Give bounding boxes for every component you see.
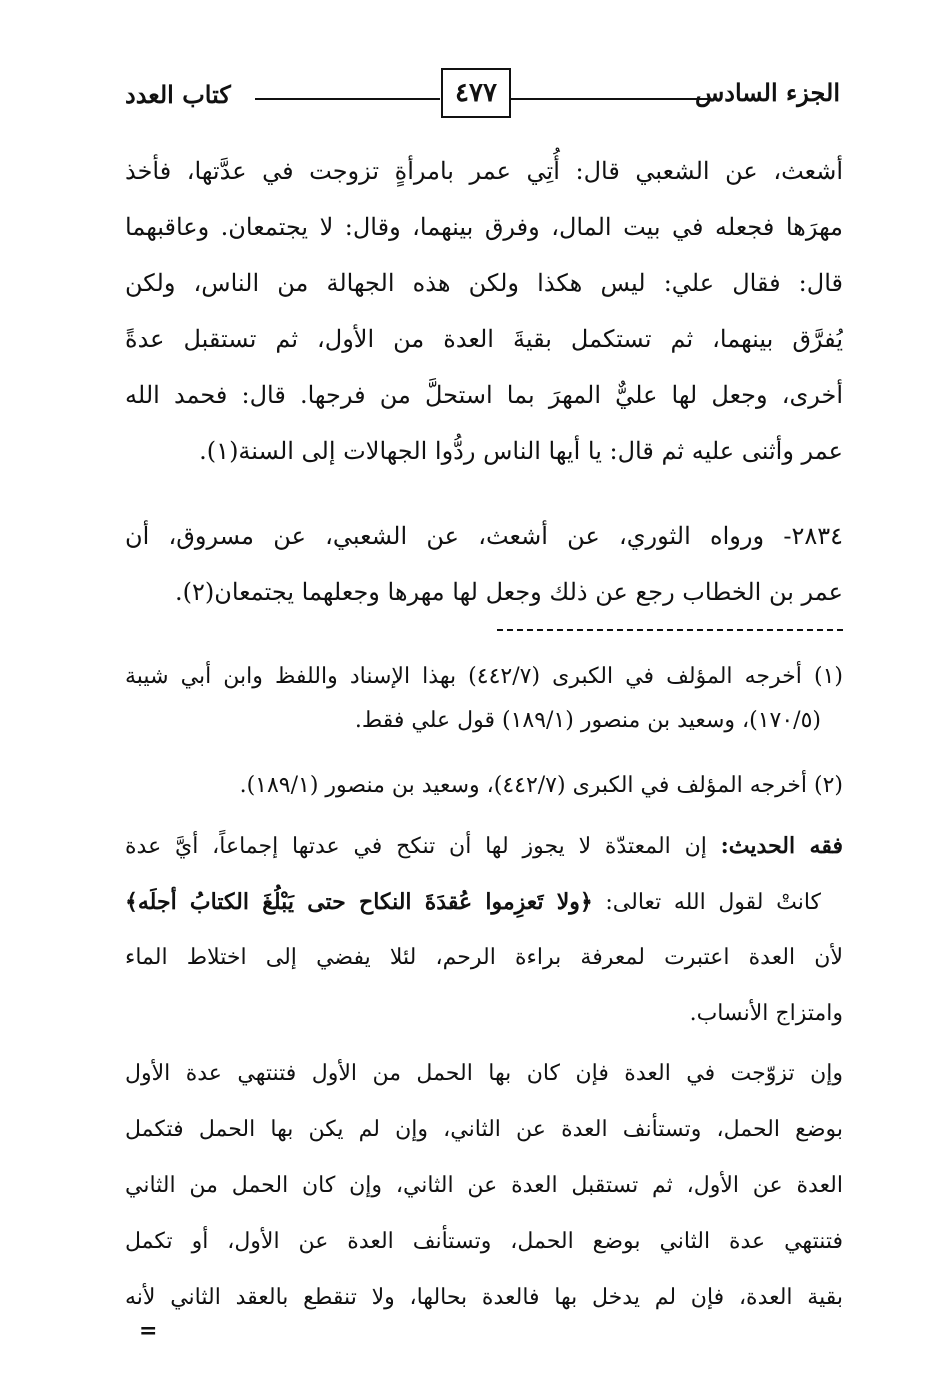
- text-line: أشعث، عن الشعبي قال: أُتِي عمر بامرأةٍ تزوجت في عدَّتها، فأخذ: [125, 157, 843, 185]
- fiqh-section: [125, 818, 843, 1042]
- footnote-separator: [497, 629, 843, 631]
- footnote-2: [125, 764, 843, 808]
- text-line: ٢٨٣٤- ورواه الثوري، عن أشعث، عن الشعبي، عن مسروق، أن: [125, 522, 843, 550]
- hadith-2834: [125, 508, 843, 620]
- text-line: يُفرَّق بينهما، ثم تستكمل بقيةَ العدة من الأول، ثم تستقبل عدةً: [125, 325, 843, 353]
- quran-verse: ﴿ولا تَعزِموا عُقدَةَ النكاح حتى يَبْلُغَ الكتابُ أجلَه﴾: [125, 889, 593, 915]
- footnote-1: [125, 655, 843, 743]
- footnote-line: (١٧٠/٥)، وسعيد بن منصور (١٨٩/١) قول علي فقط.: [354, 708, 821, 733]
- page-number: ٤٧٧: [441, 68, 511, 118]
- fiqh-text: إن المعتدّة لا يجوز لها أن تنكح في عدتها إجماعاً، أيَّ عدة: [125, 834, 721, 859]
- text-line: قال: فقال علي: ليس هكذا ولكن هذه الجهالة من الناس، ولكن: [125, 269, 843, 297]
- text-line: [125, 874, 843, 930]
- text-line: وإن تزوّجت في العدة فإن كان بها الحمل من الأول فتنتهي عدة الأول: [125, 1061, 843, 1086]
- footnote-line: (٢) أخرجه المؤلف في الكبرى (٤٤٢/٧)، وسعيد بن منصور (١٨٩/١).: [239, 773, 843, 798]
- text-line: أخرى، وجعل لها عليٌّ المهرَ بما استحلَّ من فرجها. قال: فحمد الله: [125, 381, 843, 409]
- text-line: مهرَها فجعله في بيت المال، وفرق بينهما، وقال: لا يجتمعان. وعاقبهما: [125, 213, 843, 241]
- text-line: عمر وأثنى عليه ثم قال: يا أيها الناس ردُّوا الجهالات إلى السنة(١).: [199, 437, 843, 465]
- text-line: بوضع الحمل، وتستأنف العدة عن الثاني، وإن لم يكن بها الحمل فتكمل: [125, 1117, 843, 1142]
- text-line: العدة عن الأول، ثم تستقبل العدة عن الثاني، وإن كان الحمل من الثاني: [125, 1173, 843, 1198]
- main-paragraph: [125, 143, 843, 479]
- fiqh-continuation: [125, 1046, 843, 1326]
- fiqh-label: فقه الحديث:: [720, 833, 843, 859]
- text-line: وامتزاج الأنساب.: [689, 1001, 843, 1026]
- text-line: عمر بن الخطاب رجع عن ذلك وجعل لها مهرها وجعلهما يجتمعان(٢).: [174, 578, 843, 606]
- header-rule-right: [510, 98, 710, 100]
- page-header: [125, 60, 840, 120]
- volume-title: الجزء السادس: [694, 78, 840, 107]
- chapter-title: كتاب العدد: [125, 80, 231, 109]
- text-line: [125, 818, 843, 874]
- text-line: فتنتهي عدة الثاني بوضع الحمل، وتستأنف العدة عن الأول، أو تكمل: [125, 1229, 843, 1254]
- text-line: لأن العدة اعتبرت لمعرفة براءة الرحم، لئلا يفضي إلى اختلاط الماء: [125, 945, 843, 970]
- header-rule-left: [255, 98, 440, 100]
- continuation-mark: =: [139, 1318, 158, 1344]
- fiqh-text: كانتْ لقول الله تعالى:: [592, 890, 821, 915]
- text-line: بقية العدة، فإن لم يدخل بها فالعدة بحالها، ولا تنقطع بالعقد الثاني لأنه: [125, 1285, 843, 1310]
- footnote-line: (١) أخرجه المؤلف في الكبرى (٤٤٢/٧) بهذا الإسناد واللفظ وابن أبي شيبة: [125, 664, 843, 689]
